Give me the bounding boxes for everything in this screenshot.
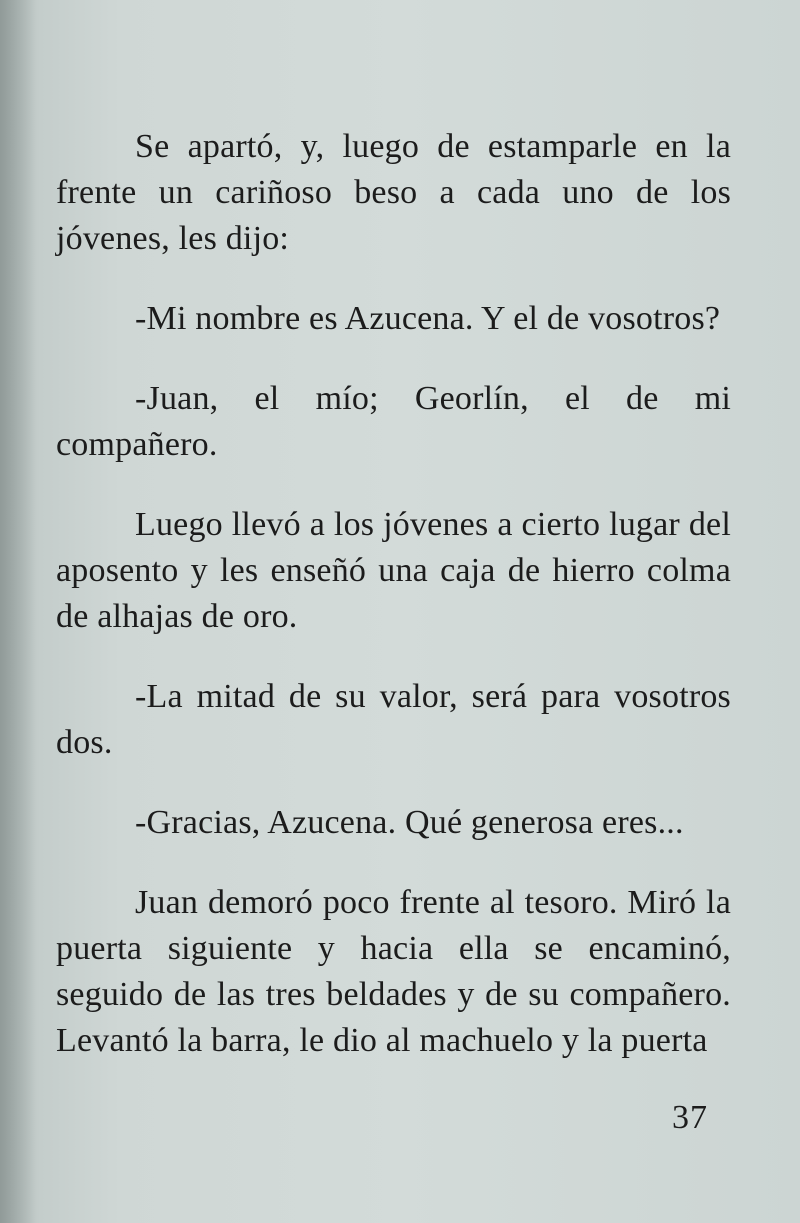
spine-shadow (0, 0, 36, 1223)
paragraph-3: -Juan, el mío; Georlín, el de mi compañero. (56, 380, 731, 463)
paragraph-6: -Gracias, Azucena. Qué generosa eres... (135, 804, 684, 841)
paragraph-2: -Mi nombre es Azucena. Y el de vosotros? (135, 300, 721, 337)
paragraph-4: Luego llevó a los jóvenes a cierto lugar del aposento y les enseñó una caja de hierro colma de alhajas de oro. (56, 506, 731, 635)
body-text (56, 124, 731, 1064)
paragraph-7: Juan demoró poco frente al tesoro. Miró la puerta siguiente y hacia ella se encaminó, seguido de las tres beldades y de su compañero. Levantó la barra, le dio al machuelo y la puerta (56, 884, 731, 1059)
paragraph-1: Se apartó, y, luego de estamparle en la frente un cariñoso beso a cada uno de los jóvenes, les dijo: (56, 128, 731, 257)
paragraph-5: -La mitad de su valor, será para vosotros dos. (56, 678, 731, 761)
page-number: 37 (672, 1099, 708, 1136)
